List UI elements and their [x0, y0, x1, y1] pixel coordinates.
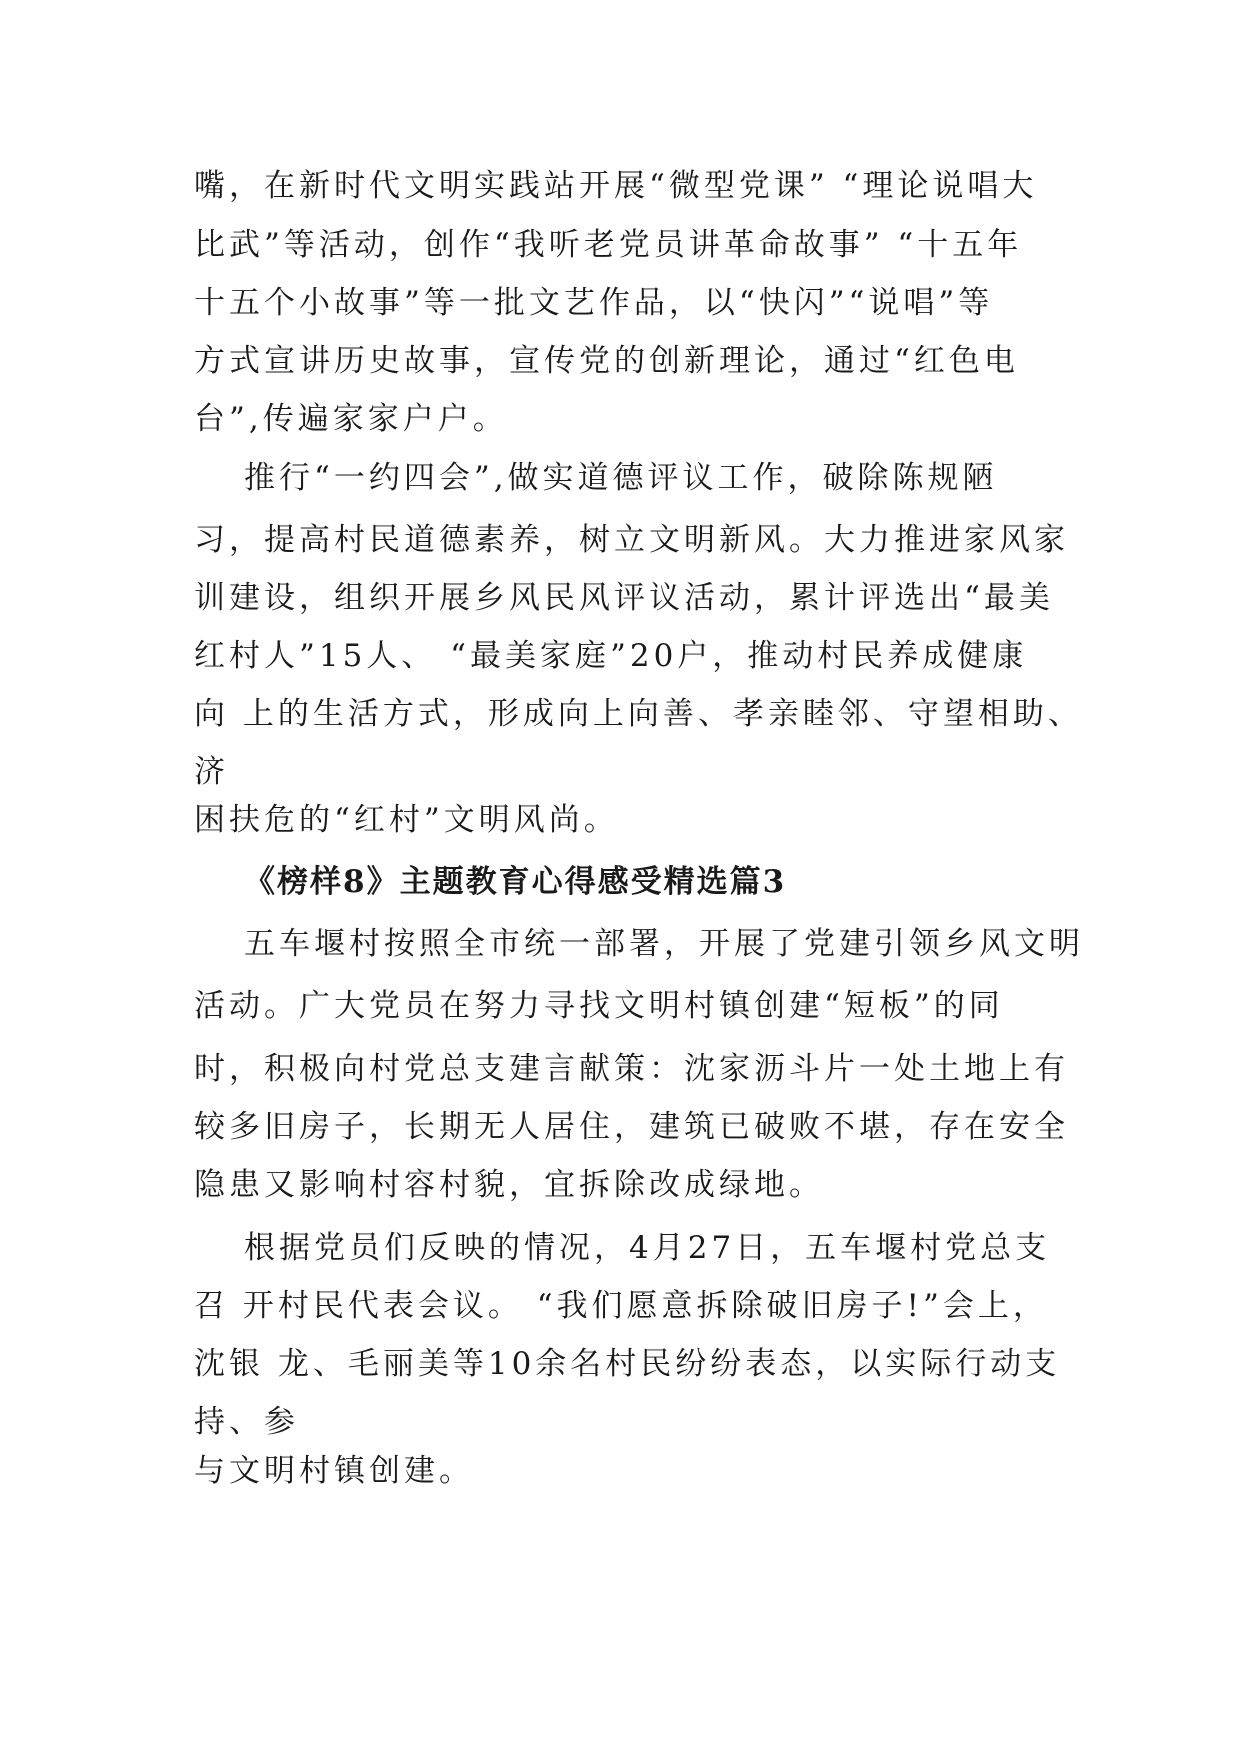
paragraph-line: 持、参 [194, 1404, 299, 1440]
paragraph-line: 济 [194, 754, 229, 790]
paragraph-line: 隐患又影响村容村貌，宜拆除改成绿地。 [194, 1167, 824, 1203]
paragraph-line: 五车堰村按照全市统一部署，开展了党建引领乡风文明 [244, 926, 1084, 962]
paragraph-line: 台”,传遍家家户户。 [194, 401, 508, 437]
paragraph-line: 向 上的生活方式，形成向上向善、孝亲睦邻、守望相助、 [194, 696, 1083, 732]
paragraph-line: 根据党员们反映的情况，4月27日，五车堰村党总支 [244, 1230, 1051, 1266]
paragraph-line: 比武”等活动，创作“我听老党员讲革命故事” “十五年 [194, 227, 1023, 263]
paragraph-line: 沈银 龙、毛丽美等10余名村民纷纷表态，以实际行动支 [194, 1346, 1061, 1382]
paragraph-line: 召 开村民代表会议。 “我们愿意拆除破旧房子!”会上， [194, 1288, 1048, 1324]
paragraph-line: 较多旧房子，长期无人居住，建筑已破败不堪，存在安全 [194, 1109, 1069, 1145]
paragraph-line: 困扶危的“红村”文明风尚。 [194, 802, 619, 838]
paragraph-line: 十五个小故事”等一批文艺作品，以“快闪”“说唱”等 [194, 285, 994, 321]
paragraph-line: 方式宣讲历史故事，宣传党的创新理论，通过“红色电 [194, 343, 1019, 379]
paragraph-line: 训建设，组织开展乡风民风评议活动，累计评选出“最美 [194, 580, 1054, 616]
paragraph-line: 活动。广大党员在努力寻找文明村镇创建“短板”的同 [194, 988, 1004, 1024]
paragraph-line: 与文明村镇创建。 [194, 1453, 474, 1489]
section-heading: 《榜样8》主题教育心得感受精选篇3 [244, 864, 787, 900]
paragraph-line: 嘴，在新时代文明实践站开展“微型党课” “理论说唱大 [194, 168, 1038, 204]
paragraph-line: 推行“一约四会”,做实道德评议工作，破除陈规陋 [244, 460, 998, 496]
paragraph-line: 红村人”15人、 “最美家庭”20户，推动村民养成健康 [194, 638, 1028, 674]
paragraph-line: 习，提高村民道德素养，树立文明新风。大力推进家风家 [194, 522, 1069, 558]
paragraph-line: 时，积极向村党总支建言献策：沈家沥斗片一处土地上有 [194, 1051, 1069, 1087]
